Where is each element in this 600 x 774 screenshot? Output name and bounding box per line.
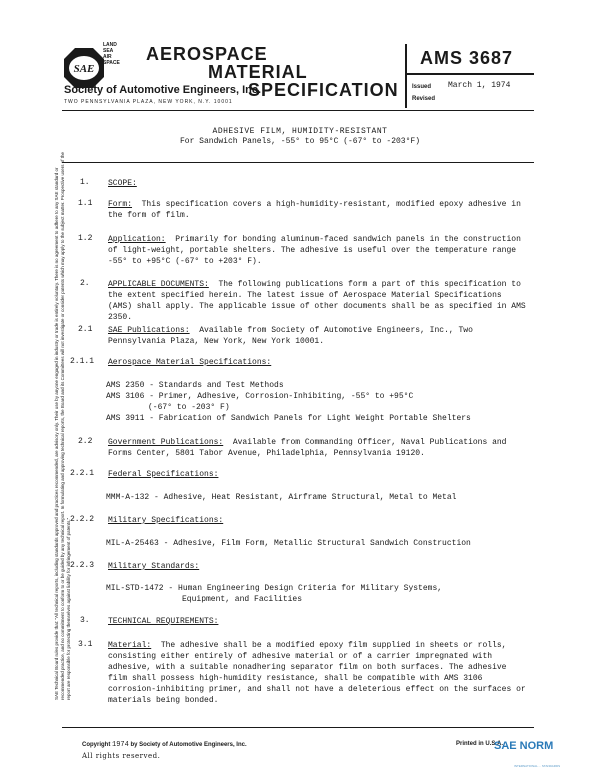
list-item: AMS 3911 - Fabrication of Sandwich Panels for Light Weight Portable Shelters	[106, 414, 471, 423]
federal-list	[106, 492, 526, 503]
society-address: TWO PENNSYLVANIA PLAZA, NEW YORK, N.Y. 10001	[64, 99, 233, 105]
military-std-list	[106, 583, 526, 605]
section-number: 2.2.2	[70, 515, 95, 524]
section-body: Material: The adhesive shall be a modified epoxy film supplied in sheets or rolls, consisting either entirely of adhesive material or of a carrier impregnated with adhesive, with a suitable nonadhering separator film on both surfaces. The adhesive film shall possess high-humidity resistance, shall be compatible with AMS 3106 corrosion-inhibiting primer, and shall not have a deleterious effect on the surfaces or materials being bonded.	[108, 641, 526, 705]
section-body: APPLICABLE DOCUMENTS: The following publications form a part of this specification to the extent specified herein. The latest issue of Aerospace Material Specifications (AMS) shall apply. The applicable issue of other documents shall be as specified in AMS 2350.	[108, 280, 526, 322]
issued-date: March 1, 1974	[448, 81, 511, 90]
revised-label: Revised	[412, 96, 436, 102]
printed-in: Printed in U.S.A.	[456, 741, 504, 747]
doc-number-rule	[407, 73, 534, 75]
section-body: SAE Publications: Available from Society of Automotive Engineers, Inc., Two Pennsylvania Plaza, New York, New York 10001.	[108, 326, 473, 346]
list-item: MMM-A-132 - Adhesive, Heat Resistant, Airframe Structural, Metal to Metal	[106, 493, 457, 502]
section-heading: TECHNICAL REQUIREMENTS:	[108, 617, 219, 626]
section-number: 1.1	[78, 199, 93, 208]
header-title-line3: SPECIFICATION	[248, 80, 399, 100]
list-item: Equipment, and Facilities	[182, 595, 303, 604]
section-heading: SCOPE:	[108, 179, 137, 188]
header-divider	[405, 44, 407, 108]
list-item: (-67° to -203° F)	[148, 403, 230, 412]
section-heading: Military Specifications:	[108, 516, 224, 525]
section-number: 2.1.1	[70, 357, 95, 366]
footer-rule	[62, 727, 534, 728]
society-name: Society of Automotive Engineers, Inc.	[64, 84, 262, 96]
header-title-line2: MATERIAL	[208, 62, 308, 82]
doc-title: ADHESIVE FILM, HUMIDITY-RESISTANT	[212, 127, 388, 136]
doc-subtitle: For Sandwich Panels, -55° to 95°C (-67° to -203°F)	[179, 137, 421, 146]
section-heading: Federal Specifications:	[108, 470, 219, 479]
svg-text:SAE: SAE	[73, 63, 95, 75]
section-number: 2.	[80, 279, 90, 288]
list-item: MIL-STD-1472 - Human Engineering Design Criteria for Military Systems,	[106, 584, 443, 593]
section-number: 2.2.3	[70, 561, 95, 570]
military-spec-list	[106, 538, 526, 549]
list-item: MIL-A-25463 - Adhesive, Film Form, Metallic Structural Sandwich Construction	[106, 539, 471, 548]
header-rule	[62, 110, 534, 111]
list-item: AMS 3106 - Primer, Adhesive, Corrosion-Inhibiting, -55° to +95°C	[106, 392, 414, 401]
side-disclaimer: SAE Technical Board rules provide that: "All technical reports, including standards approved and practices recommended, are advisory only. Their use by anyone engaged in industry or trade is entirely voluntary. There is no agreement to adhere to any SAE standard or recommended practice, and no commitment to conform to or be guided by any technical report. In formulating and approving technical reports, the Board and its Committees will not investigate or consider patents which may apply to the subject matter. Prospective users of the report are responsible for protecting themselves against liability for infringement of patents."	[54, 151, 71, 700]
logo-tagline: LAND SEA AIR SPACE	[103, 42, 120, 66]
section-number: 3.1	[78, 640, 93, 649]
section-number: 1.2	[78, 234, 93, 243]
watermark-tagline: INTERNATIONAL ... STANDARDS	[514, 764, 561, 768]
section-body: Form: This specification covers a high-humidity-resistant, modified epoxy adhesive in the form of film.	[108, 200, 521, 220]
section-body: Government Publications: Available from Commanding Officer, Naval Publications and Forms Center, 5801 Tabor Avenue, Philadelphia, Pennsylvania 19120.	[108, 438, 507, 458]
list-item: AMS 2350 - Standards and Test Methods	[106, 381, 284, 390]
header-title-line1: AEROSPACE	[146, 44, 268, 64]
section-body: Application: Primarily for bonding aluminum-faced sandwich panels in the construction of light-weight, portable shelters. The adhesive is useful over the temperature range -55° to +95°C (-67° to +203° F).	[108, 235, 521, 266]
title-rule	[62, 162, 534, 163]
section-number: 2.1	[78, 325, 93, 334]
section-number: 2.2.1	[70, 469, 95, 478]
doc-number: AMS 3687	[420, 48, 514, 68]
issued-label: Issued	[412, 84, 432, 90]
section-heading: Aerospace Material Specifications:	[108, 358, 272, 367]
copyright-line: Copyright 1974 by Society of Automotive Engineers, Inc.	[82, 741, 247, 749]
watermark-logo: SAE NORM	[494, 740, 554, 752]
section-number: 1.	[80, 178, 90, 187]
rights-reserved: All rights reserved.	[82, 752, 161, 760]
section-number: 3.	[80, 616, 90, 625]
section-heading: Military Standards:	[108, 562, 200, 571]
section-number: 2.2	[78, 437, 93, 446]
ams-list	[106, 380, 526, 424]
